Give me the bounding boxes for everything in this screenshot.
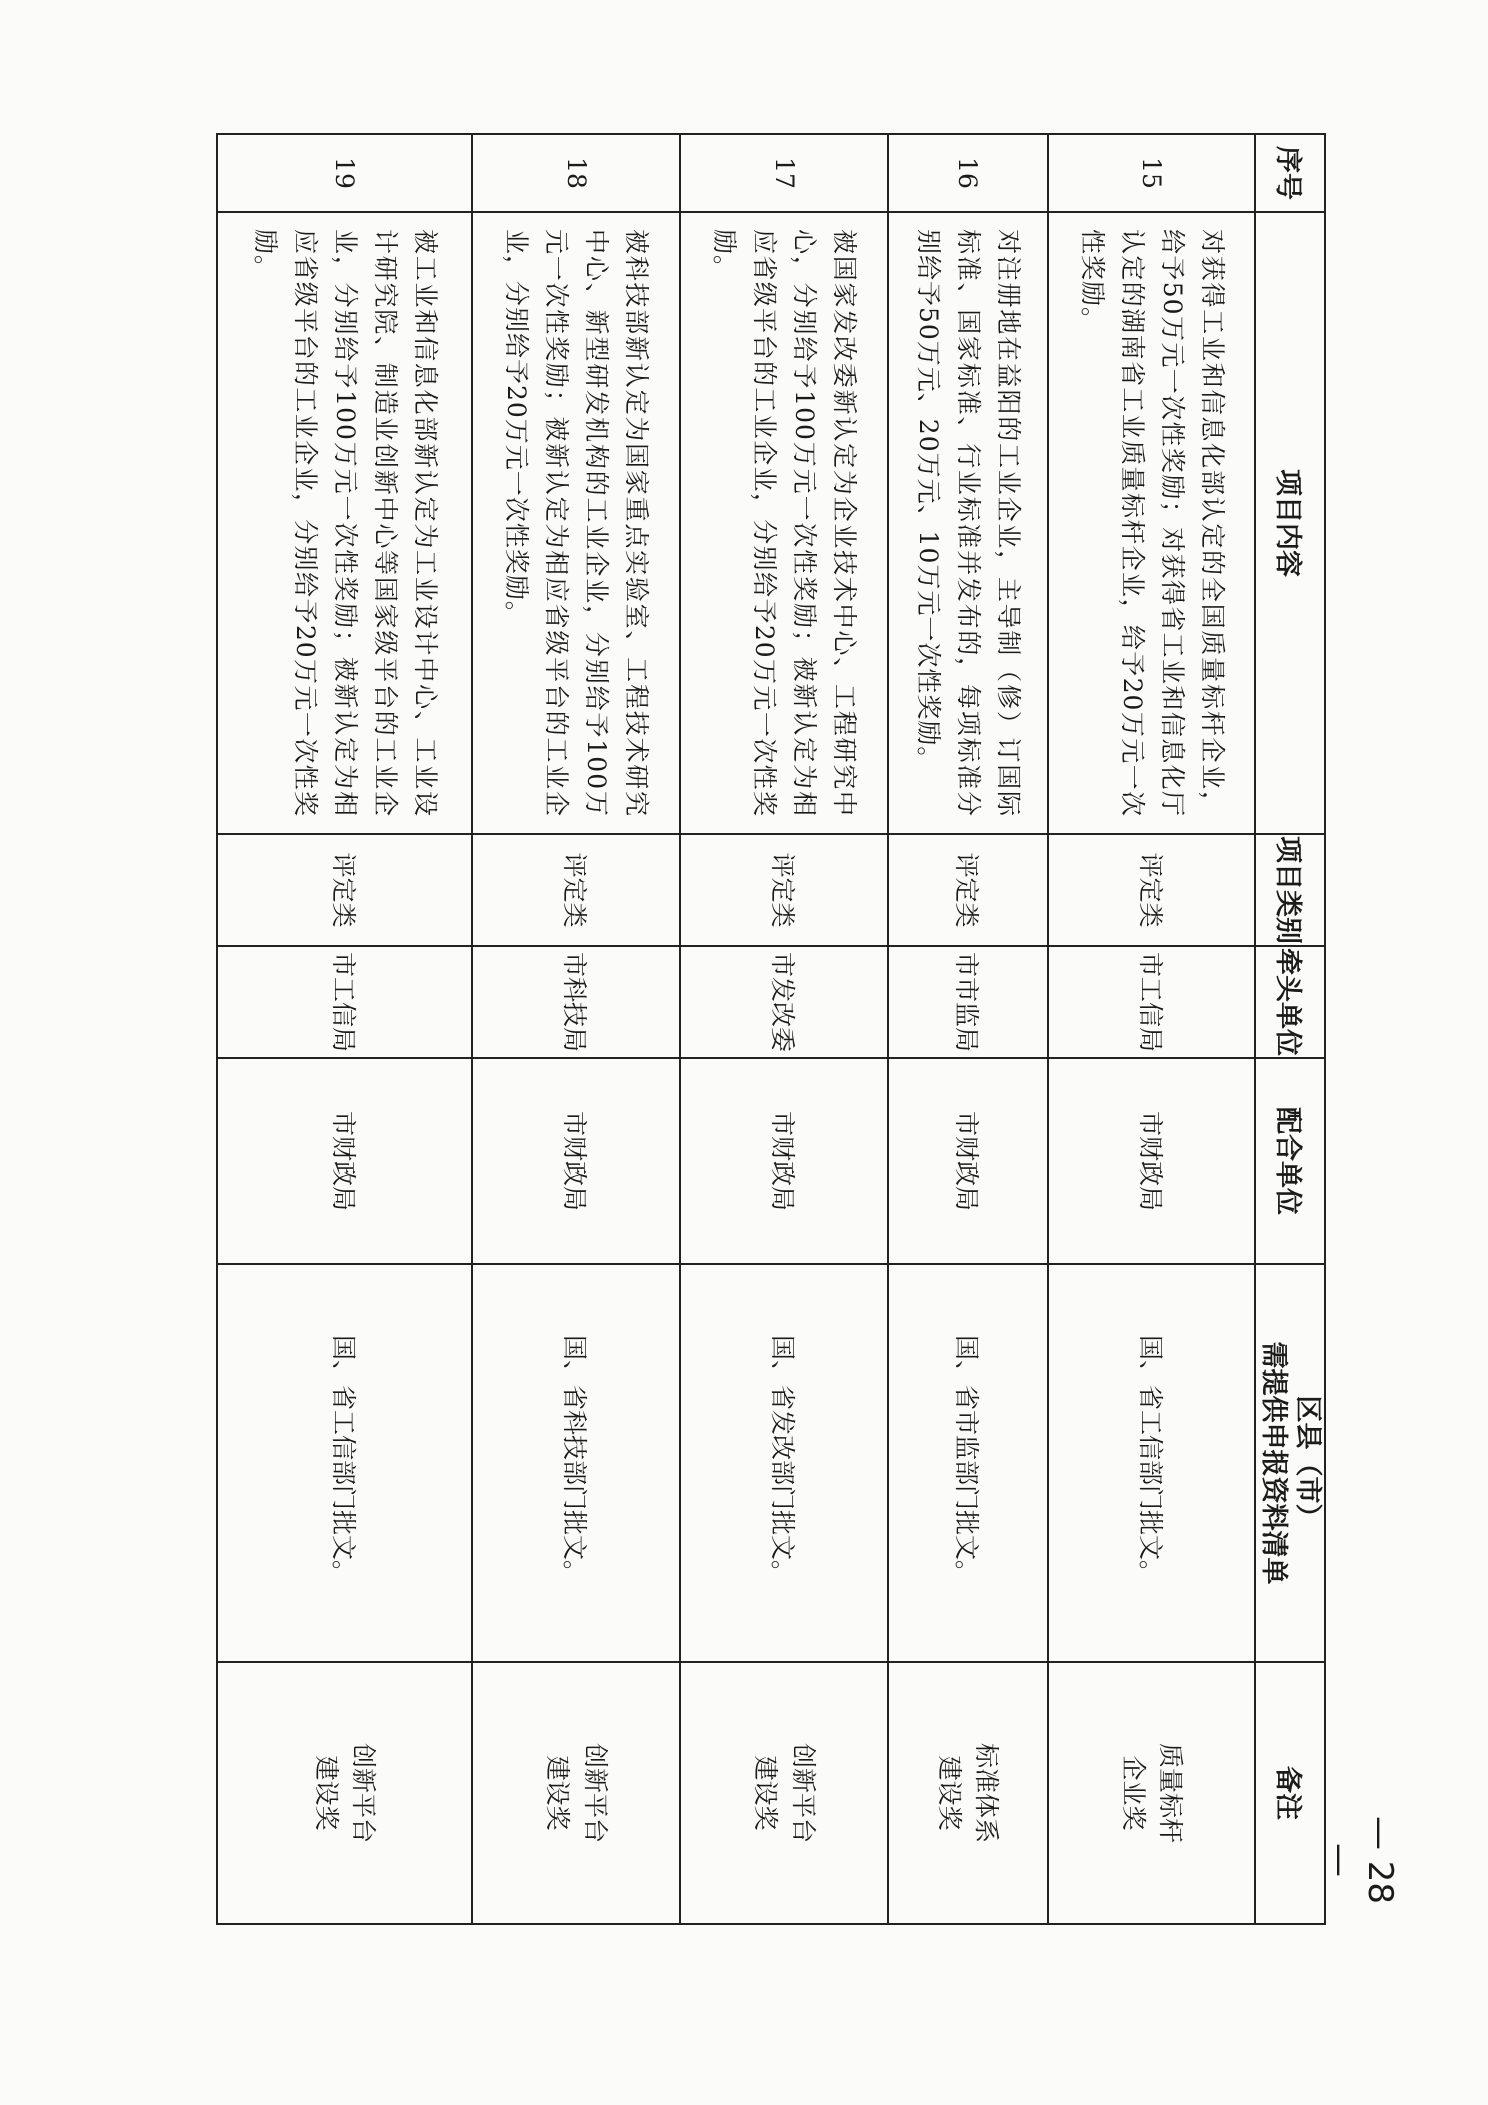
cell-materials: 国、省工信部门批文。 <box>217 1264 473 1662</box>
cell-lead: 市发改委 <box>680 946 888 1058</box>
cell-num: 16 <box>888 134 1048 212</box>
note-line1: 创新平台 <box>788 1742 818 1843</box>
cell-lead: 市科技局 <box>473 946 681 1058</box>
cell-type: 评定类 <box>217 834 473 946</box>
cell-type: 评定类 <box>1048 834 1256 946</box>
cell-num: 19 <box>217 134 473 212</box>
cell-num: 18 <box>473 134 681 212</box>
cell-content: 对获得工业和信息化部认定的全国质量标杆企业，给予50万元一次性奖励；对获得省工业和信息化厅认定的湖南省工业质量标杆企业，给予20万元一次性奖励。 <box>1048 212 1256 834</box>
rotated-table-container <box>216 133 1326 1923</box>
cell-type: 评定类 <box>680 834 888 946</box>
note-line1: 创新平台 <box>349 1742 379 1843</box>
cell-note <box>473 1662 681 1924</box>
cell-lead: 市工信局 <box>217 946 473 1058</box>
note-line2: 建设奖 <box>543 1755 573 1831</box>
header-coop: 配合单位 <box>1256 1058 1326 1264</box>
header-lead: 牵头单位 <box>1256 946 1326 1058</box>
cell-note <box>680 1662 888 1924</box>
table-row <box>217 134 473 1924</box>
cell-lead: 市市监局 <box>888 946 1048 1058</box>
note-line2: 建设奖 <box>751 1755 781 1831</box>
project-table <box>216 133 1326 1925</box>
cell-coop: 市财政局 <box>888 1058 1048 1264</box>
cell-materials: 国、省市监部门批文。 <box>888 1264 1048 1662</box>
cell-num: 17 <box>680 134 888 212</box>
cell-materials: 国、省工信部门批文。 <box>1048 1264 1256 1662</box>
cell-content: 被科技部新认定为国家重点实验室、工程技术研究中心、新型研发机构的工业企业，分别给予100万元一次性奖励；被新认定为相应省级平台的工业企业，分别给予20万元一次性奖励。 <box>473 212 681 834</box>
cell-note <box>888 1662 1048 1924</box>
cell-coop: 市财政局 <box>680 1058 888 1264</box>
cell-materials: 国、省科技部门批文。 <box>473 1264 681 1662</box>
note-line2: 企业奖 <box>1118 1755 1148 1831</box>
cell-content: 被国家发改委新认定为企业技术中心、工程研究中心，分别给予100万元一次性奖励；被新认定为相应省级平台的工业企业，分别给予20万元一次性奖励。 <box>680 212 888 834</box>
cell-note <box>1048 1662 1256 1924</box>
header-type: 项目类别 <box>1256 834 1326 946</box>
cell-coop: 市财政局 <box>217 1058 473 1264</box>
header-materials-line2: 需提供申报资料清单 <box>1258 1341 1290 1585</box>
note-line2: 建设奖 <box>311 1755 341 1831</box>
cell-note <box>217 1662 473 1924</box>
table-row <box>473 134 681 1924</box>
page-number: — 28 — <box>1320 1815 1400 1905</box>
table-row <box>888 134 1048 1924</box>
cell-type: 评定类 <box>473 834 681 946</box>
cell-num: 15 <box>1048 134 1256 212</box>
cell-content: 被工业和信息化部新认定为工业设计中心、工业设计研究院、制造业创新中心等国家级平台的工业企业，分别给予100万元一次性奖励；被新认定为相应省级平台的工业企业，分别给予20万元一次性奖励。 <box>217 212 473 834</box>
cell-materials: 国、省发改部门批文。 <box>680 1264 888 1662</box>
table-row <box>1048 134 1256 1924</box>
note-line1: 质量标杆 <box>1156 1742 1186 1843</box>
note-line1: 创新平台 <box>580 1742 610 1843</box>
note-line2: 建设奖 <box>934 1755 964 1831</box>
cell-content: 对注册地在益阳的工业企业，主导制（修）订国际标准、国家标准、行业标准并发布的，每项标准分别给予50万元、20万元、10万元一次性奖励。 <box>888 212 1048 834</box>
note-line1: 标准体系 <box>972 1742 1002 1843</box>
header-materials-line1: 区县（市） <box>1292 1395 1323 1531</box>
header-num: 序号 <box>1256 134 1326 212</box>
cell-type: 评定类 <box>888 834 1048 946</box>
header-content: 项目内容 <box>1256 212 1326 834</box>
cell-coop: 市财政局 <box>1048 1058 1256 1264</box>
cell-coop: 市财政局 <box>473 1058 681 1264</box>
header-materials <box>1256 1264 1326 1662</box>
cell-lead: 市工信局 <box>1048 946 1256 1058</box>
header-row <box>1256 134 1326 1924</box>
table-row <box>680 134 888 1924</box>
header-note: 备注 <box>1256 1662 1326 1924</box>
